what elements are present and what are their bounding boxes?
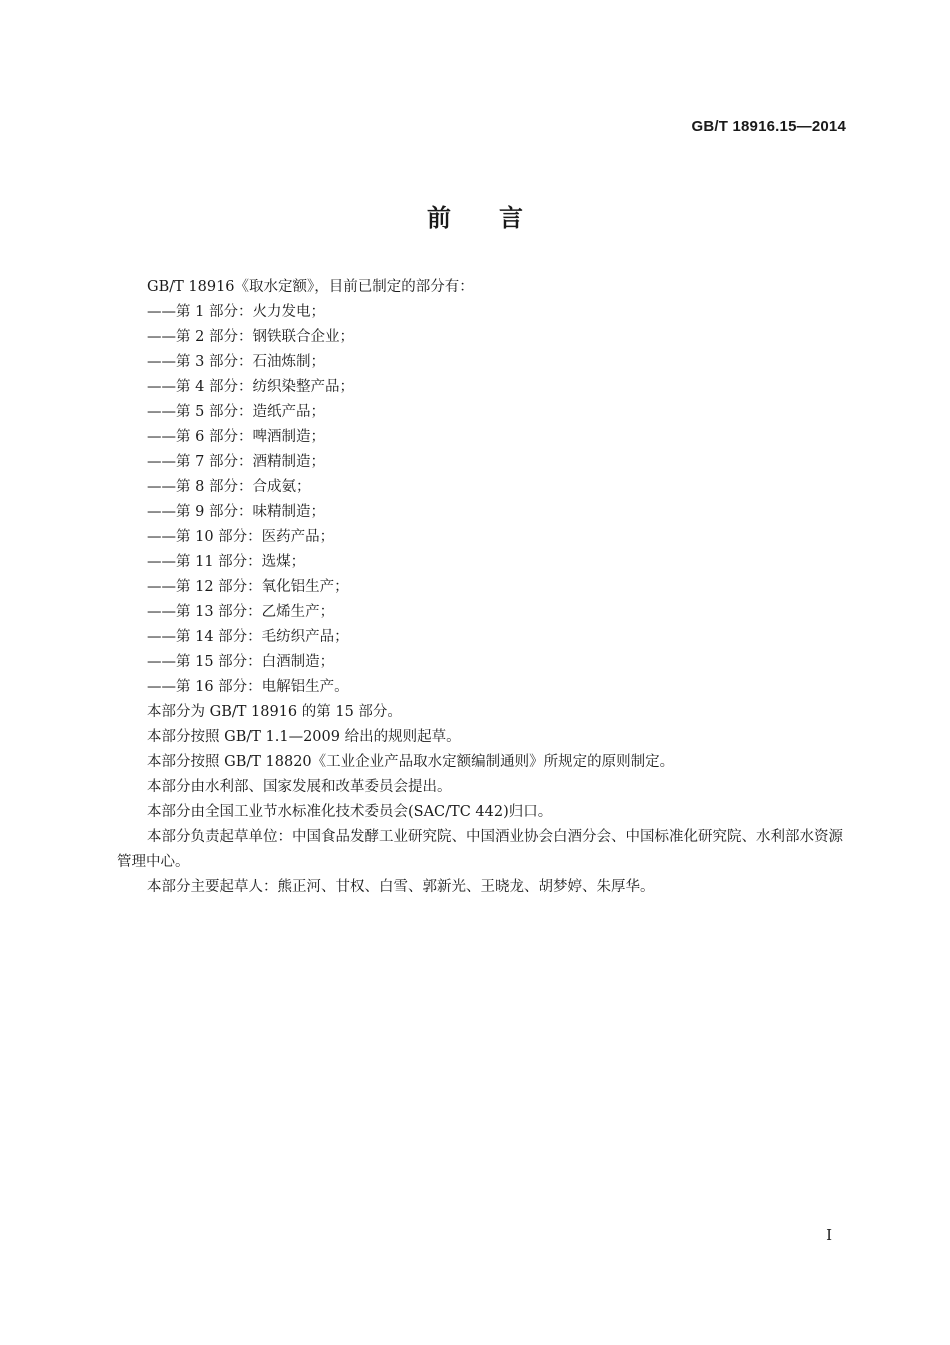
list-item: ——第 7 部分：酒精制造； <box>147 454 325 470</box>
list-item: ——第 8 部分：合成氨； <box>147 479 311 495</box>
list-item: ——第 11 部分：选煤； <box>147 554 306 570</box>
list-item: ——第 10 部分：医药产品； <box>147 529 335 545</box>
paragraph-drafters: 本部分主要起草人：熊正河、甘权、白雪、郭新光、王晓龙、胡梦婷、朱厚华。 <box>147 879 655 895</box>
paragraph-drafting-units: 本部分负责起草单位：中国食品发酵工业研究院、中国酒业协会白酒分会、中国标准化研究院、水利部水资源管理中心。 <box>117 829 843 870</box>
list-item: ——第 5 部分：造纸产品； <box>147 404 325 420</box>
paragraph-proposed-by: 本部分由水利部、国家发展和改革委员会提出。 <box>147 779 452 795</box>
list-item: ——第 14 部分：毛纺织产品； <box>147 629 349 645</box>
intro-paragraph: GB/T 18916《取水定额》，目前已制定的部分有： <box>147 279 474 295</box>
list-item: ——第 16 部分：电解铝生产。 <box>147 679 349 695</box>
list-item: ——第 4 部分：纺织染整产品； <box>147 379 354 395</box>
list-item: ——第 13 部分：乙烯生产； <box>147 604 335 620</box>
list-item: ——第 3 部分：石油炼制； <box>147 354 325 370</box>
parts-list <box>117 300 851 700</box>
paragraph-centralized-by: 本部分由全国工业节水标准化技术委员会(SAC/TC 442)归口。 <box>147 804 553 820</box>
page-title <box>0 198 950 233</box>
list-item: ——第 9 部分：味精制造； <box>147 504 325 520</box>
list-item: ——第 1 部分：火力发电； <box>147 304 325 320</box>
list-item: ——第 15 部分：白酒制造； <box>147 654 335 670</box>
title-char-1: 前 <box>427 204 451 232</box>
page-number: I <box>826 1226 832 1244</box>
standard-code: GB/T 18916.15—2014 <box>691 118 846 135</box>
list-item: ——第 12 部分：氧化铝生产； <box>147 579 349 595</box>
foreword-body <box>117 275 851 900</box>
paragraph-principles: 本部分按照 GB/T 18820《工业企业产品取水定额编制通则》所规定的原则制定。 <box>147 754 675 770</box>
paragraph-part-number: 本部分为 GB/T 18916 的第 15 部分。 <box>147 704 402 720</box>
paragraph-drafting-rules: 本部分按照 GB/T 1.1—2009 给出的规则起草。 <box>147 729 461 745</box>
title-char-2: 言 <box>499 204 523 232</box>
list-item: ——第 2 部分：钢铁联合企业； <box>147 329 354 345</box>
list-item: ——第 6 部分：啤酒制造； <box>147 429 325 445</box>
